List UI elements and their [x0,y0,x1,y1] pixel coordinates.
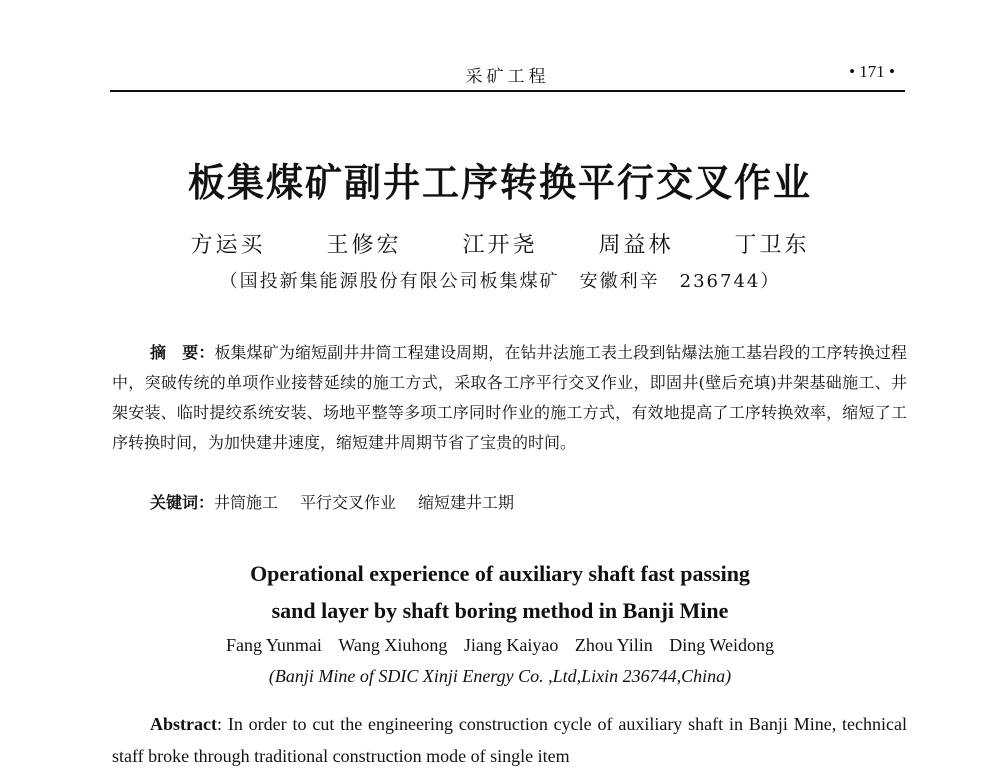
abstract-label-cn: 摘 要： [150,343,215,362]
author-cn: 江开尧 [462,233,538,258]
authors-chinese [0,228,1000,259]
abstract-chinese [112,338,907,458]
journal-section-title: 采矿工程 [465,67,550,87]
keywords-label-cn: 关键词： [150,493,215,512]
page-number: • 171 • [849,62,895,81]
author-cn: 王修宏 [326,233,402,258]
authors-english [0,635,1000,656]
abstract-text-cn: 板集煤矿为缩短副井井筒工程建设周期，在钻井法施工表土段到钻爆法施工基岩段的工序转换过程中，突破传统的单项作业接替延续的施工方式，采取各工序平行交叉作业，即固井(壁后充填)井架基础施工、井架安装、临时提绞系统安装、场地平整等多项工序同时作业的施工方式，有效地提高了工序转换效率，缩短了工序转换时间，为加快建井速度，缩短建井周期节省了宝贵的时间。 [112,343,907,452]
abstract-english [112,708,907,772]
author-en: Jiang Kaiyao [463,635,559,655]
author-cn: 周益林 [598,233,674,258]
keyword: 平行交叉作业 [300,493,397,512]
author-en: Fang Yunmai [226,635,322,655]
author-en: Zhou Yilin [574,635,653,655]
running-header [110,62,905,92]
author-cn: 方运买 [190,233,266,258]
abstract-label-en: Abstract [150,714,217,734]
title-english-line-2: sand layer by shaft boring method in Banji Mine [271,598,729,623]
author-en: Wang Xiuhong [338,635,448,655]
title-chinese: 板集煤矿副井工序转换平行交叉作业 [188,160,812,206]
keywords-chinese [150,490,536,513]
title-english-line-1: Operational experience of auxiliary shaft fast passing [250,561,750,586]
author-cn: 丁卫东 [734,233,810,258]
keyword: 缩短建井工期 [418,493,515,512]
abstract-text-en: : In order to cut the engineering construction cycle of auxiliary shaft in Banji Mine, technical staff broke through traditional construction mode of single item [112,714,907,766]
affiliation-english: (Banji Mine of SDIC Xinji Energy Co. ,Ltd,Lixin 236744,China) [268,666,732,686]
affiliation-chinese: （国投新集能源股份有限公司板集煤矿 安徽利辛 236744） [219,271,781,292]
keyword: 井筒施工 [214,493,279,512]
author-en: Ding Weidong [669,635,774,655]
